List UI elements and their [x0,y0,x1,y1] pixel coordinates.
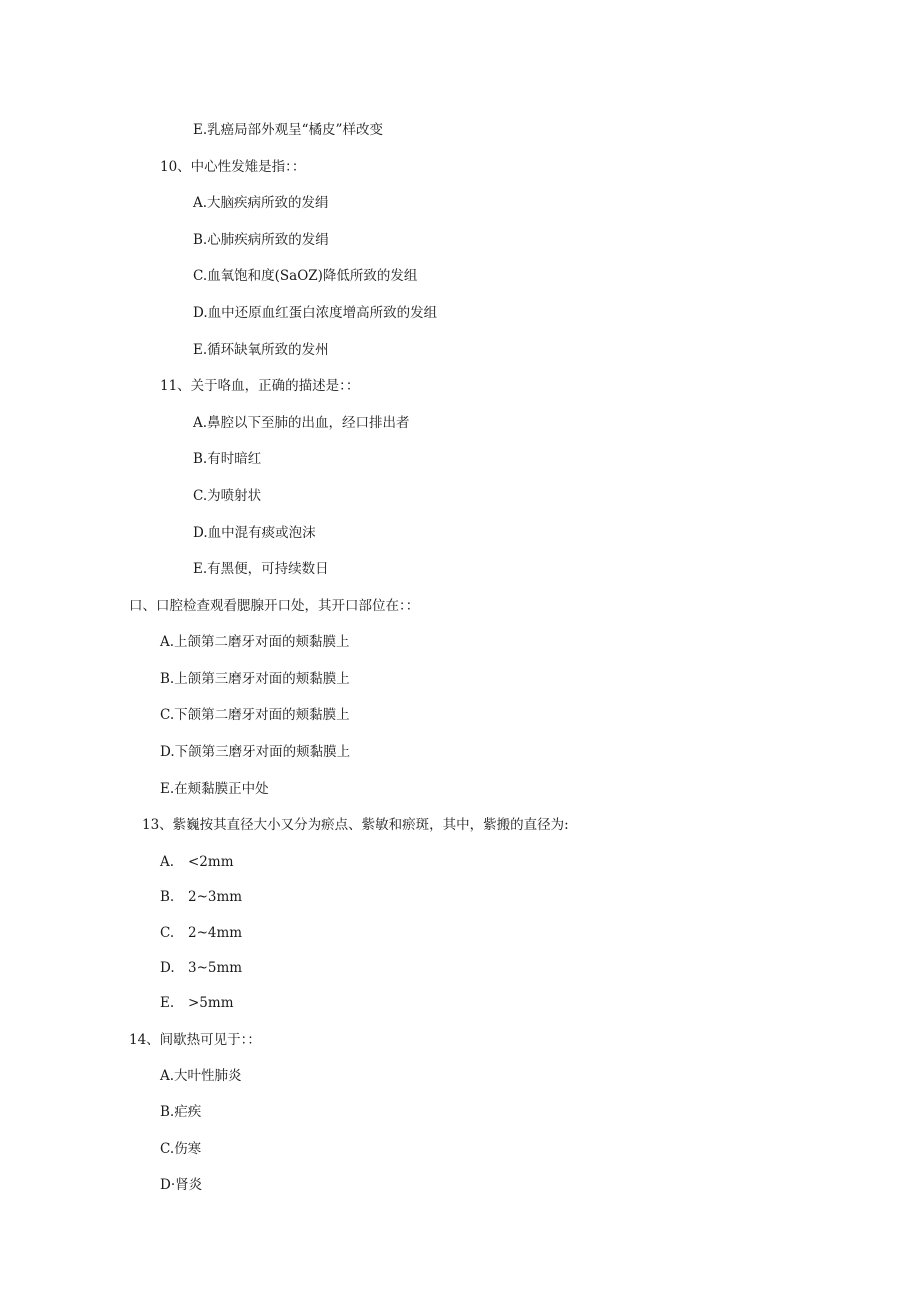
q11-option-a: A.鼻腔以下至肺的出血，经口排出者 [193,415,410,431]
option-value: >5mm [188,995,234,1011]
q13-option-d [160,959,242,977]
option-letter: A. [160,854,175,870]
q11-option-c: C.为喷射状 [193,488,262,504]
option-letter: B. [160,889,175,905]
q11-option-b: B.有时暗红 [193,451,262,467]
option-letter: E. [160,995,175,1011]
q12-option-c: C.下颌第二磨牙对面的颊黏膜上 [160,707,350,723]
q13-option-c [160,924,242,942]
option-value: <2mm [188,854,234,870]
q9-option-e: E.乳癌局部外观呈“橘皮”样改变 [193,122,383,138]
q10-option-c: C.血氧饱和度(SaOZ)降低所致的发组 [193,268,418,284]
q10-option-e: E.循环缺氧所致的发州 [193,342,329,358]
q14-question: 14、间歇热可见于：： [129,1032,261,1048]
option-letter: C. [160,925,175,941]
option-value: 2~3mm [188,889,243,905]
q14-option-c: C.伤寒 [160,1141,202,1157]
q14-option-d: D·肾炎 [160,1177,203,1193]
q12-option-d: D.下颌第三磨牙对面的颊黏膜上 [160,744,351,760]
q12-question: 口、口腔检查观看腮腺开口处，其开口部位在：： [129,598,420,614]
q10-option-d: D.血中还原血红蛋白浓度增高所致的发组 [193,305,438,321]
q13-option-e [160,994,234,1012]
q10-question: 10、中心性发雉是指：： [160,159,306,175]
option-letter: D. [160,960,175,976]
option-value: 3~5mm [188,960,243,976]
q12-option-e: E.在颊黏膜正中处 [160,781,269,797]
q10-option-a: A.大脑疾病所致的发绢 [193,195,329,211]
q12-option-a: A.上颌第二磨牙对面的颊黏膜上 [160,634,350,650]
q13-option-b [160,888,242,906]
q13-option-a [160,853,234,871]
option-value: 2~4mm [188,925,243,941]
q11-option-d: D.血中混有痰或泡沫 [193,525,316,541]
q12-option-b: B.上颌第三磨牙对面的颊黏膜上 [160,671,350,687]
q14-option-a: A.大叶性肺炎 [160,1068,242,1084]
q10-option-b: B.心肺疾病所致的发绢 [193,232,329,248]
q11-question: 11、关于咯血，正确的描述是：： [160,378,360,394]
q11-option-e: E.有黑便，可持续数日 [193,561,329,577]
q13-question: 13、紫巍按其直径大小又分为瘀点、紫敏和瘀斑，其中，紫搬的直径为: [142,817,569,833]
q14-option-b: B.疟疾 [160,1104,202,1120]
